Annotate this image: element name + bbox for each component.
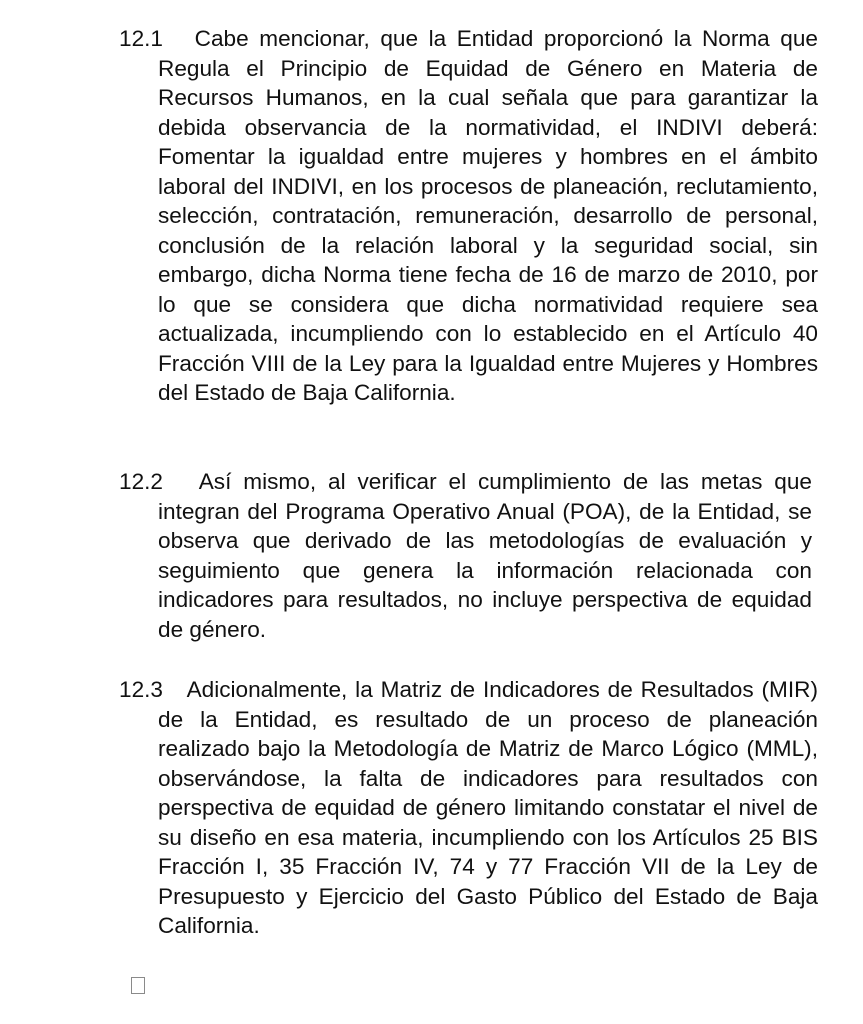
section-paragraph: [119, 675, 818, 941]
section-text: Cabe mencionar, que la Entidad proporcionó la Norma que Regula el Principio de Equidad de Género en Materia de Recursos Humanos, en la cual señala que para garantizar la debida observancia de la normatividad, el INDIVI deberá: Fomentar la igualdad entre mujeres y hombres en el ámbito laboral del INDIVI, en los procesos de planeación, reclutamiento, selección, contratación, remuneración, desarrollo de personal, conclusión de la relación laboral y la seguridad social, sin embargo, dicha Norma tiene fecha de 16 de marzo de 2010, por lo que se considera que dicha normatividad requiere sea actualizada, incumpliendo con lo establecido en el Artículo 40 Fracción VIII de la Ley para la Igualdad entre Mujeres y Hombres del Estado de Baja California.: [158, 26, 818, 405]
section-number: 12.2: [119, 469, 163, 494]
empty-box-icon: [131, 977, 145, 994]
section-paragraph: [119, 467, 812, 644]
section-12-1: [119, 24, 818, 408]
section-text: Adicionalmente, la Matriz de Indicadores de Resultados (MIR) de la Entidad, es resultado de un proceso de planeación realizado bajo la Metodología de Matriz de Marco Lógico (MML), observándose, la falta de indicadores para resultados con perspectiva de equidad de género limitando constatar el nivel de su diseño en esa materia, incumpliendo con los Artículos 25 BIS Fracción I, 35 Fracción IV, 74 y 77 Fracción VII de la Ley de Presupuesto y Ejercicio del Gasto Público del Estado de Baja California.: [158, 677, 818, 938]
section-text: Así mismo, al verificar el cumplimiento de las metas que integran del Programa Operativo Anual (POA), de la Entidad, se observa que derivado de las metodologías de evaluación y seguimiento que genera la información relacionada con indicadores para resultados, no incluye perspectiva de equidad de género.: [158, 469, 812, 642]
section-12-3: [119, 675, 818, 941]
section-number: 12.3: [119, 677, 163, 702]
section-number: 12.1: [119, 26, 163, 51]
section-paragraph: [119, 24, 818, 408]
section-12-2: [119, 467, 812, 644]
